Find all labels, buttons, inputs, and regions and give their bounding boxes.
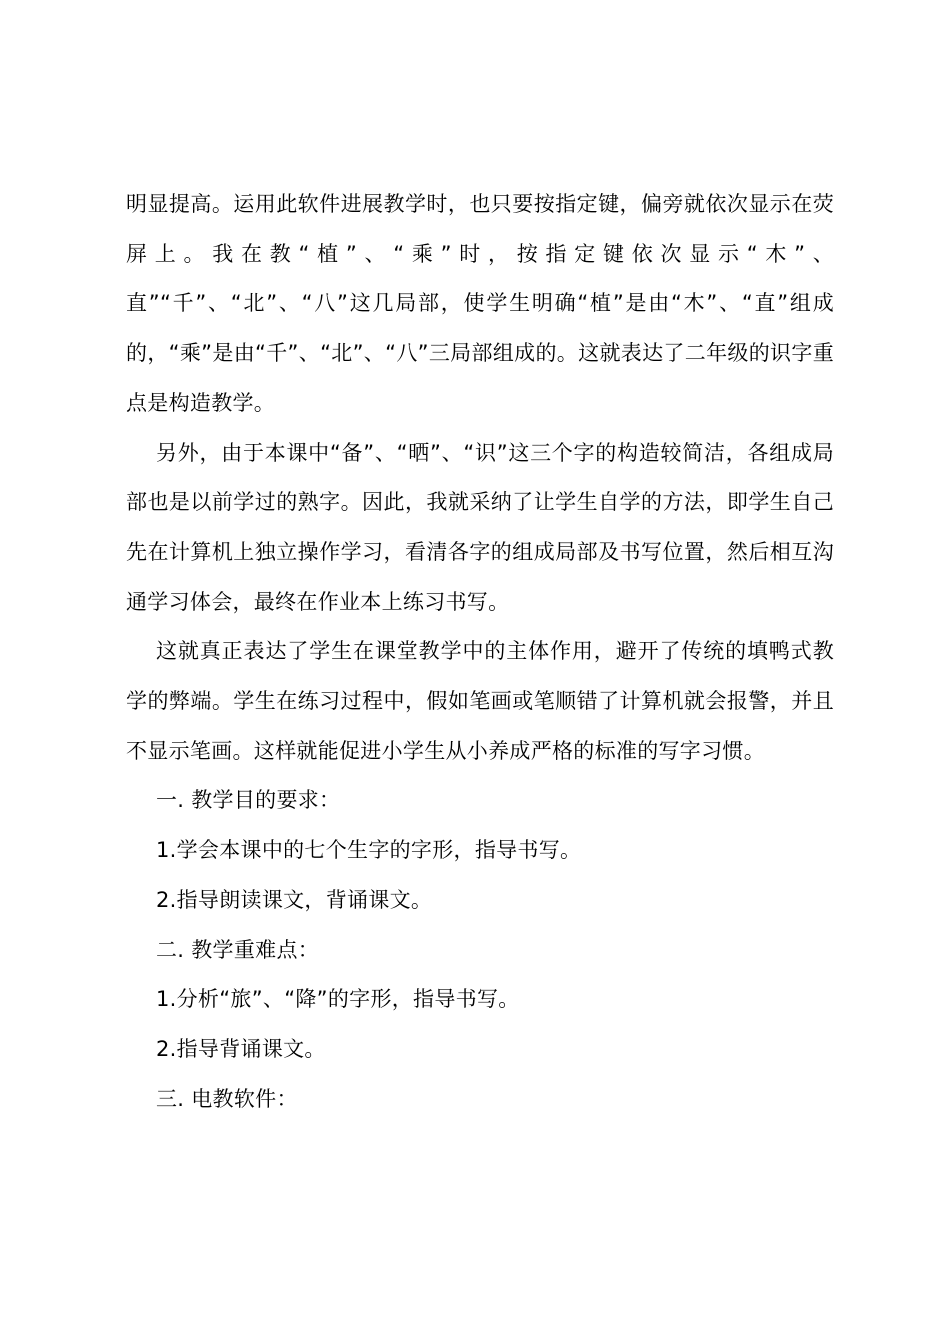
section-heading-key-points: 二. 教学重难点： — [156, 937, 320, 962]
key-point-item-1: 1.分析“旅”、“降”的字形，指导书写。 — [156, 987, 520, 1012]
paragraph-student-role: 这就真正表达了学生在课堂教学中的主体作用，避开了传统的填鸭式教学的弊端。学生在练习过程中，假如笔画或笔顺错了计算机就会报警，并且不显示笔画。这样就能促进小学生从小养成严格的标准的写字习惯。 — [126, 639, 834, 763]
key-point-item-2: 2.指导背诵课文。 — [156, 1036, 326, 1061]
paragraph-continuation: 明显提高。运用此软件进展教学时，也只要按指定键，偏旁就依次显示在荧屏上。我在教“植”、“乘”时，按指定键依次显示“木”、直”“千”、“北”、“八”这几局部，使学生明确“植”是由“木”、“直”组成的，“乘”是由“千”、“北”、“八”三局部组成的。这就表达了二年级的识字重点是构造教学。 — [126, 192, 834, 415]
objective-item-2: 2.指导朗读课文，背诵课文。 — [156, 887, 433, 912]
paragraph-self-study: 另外，由于本课中“备”、“晒”、“识”这三个字的构造较简洁，各组成局部也是以前学过的熟字。因此，我就采纳了让学生自学的方法，即学生自己先在计算机上独立操作学习，看清各字的组成局部及书写位置，然后相互沟通学习体会，最终在作业本上练习书写。 — [126, 440, 834, 614]
objective-item-1: 1.学会本课中的七个生字的字形，指导书写。 — [156, 838, 582, 863]
document-body — [126, 180, 834, 1124]
section-heading-objectives: 一. 教学目的要求： — [156, 788, 341, 813]
section-heading-software: 三. 电教软件： — [156, 1086, 298, 1111]
